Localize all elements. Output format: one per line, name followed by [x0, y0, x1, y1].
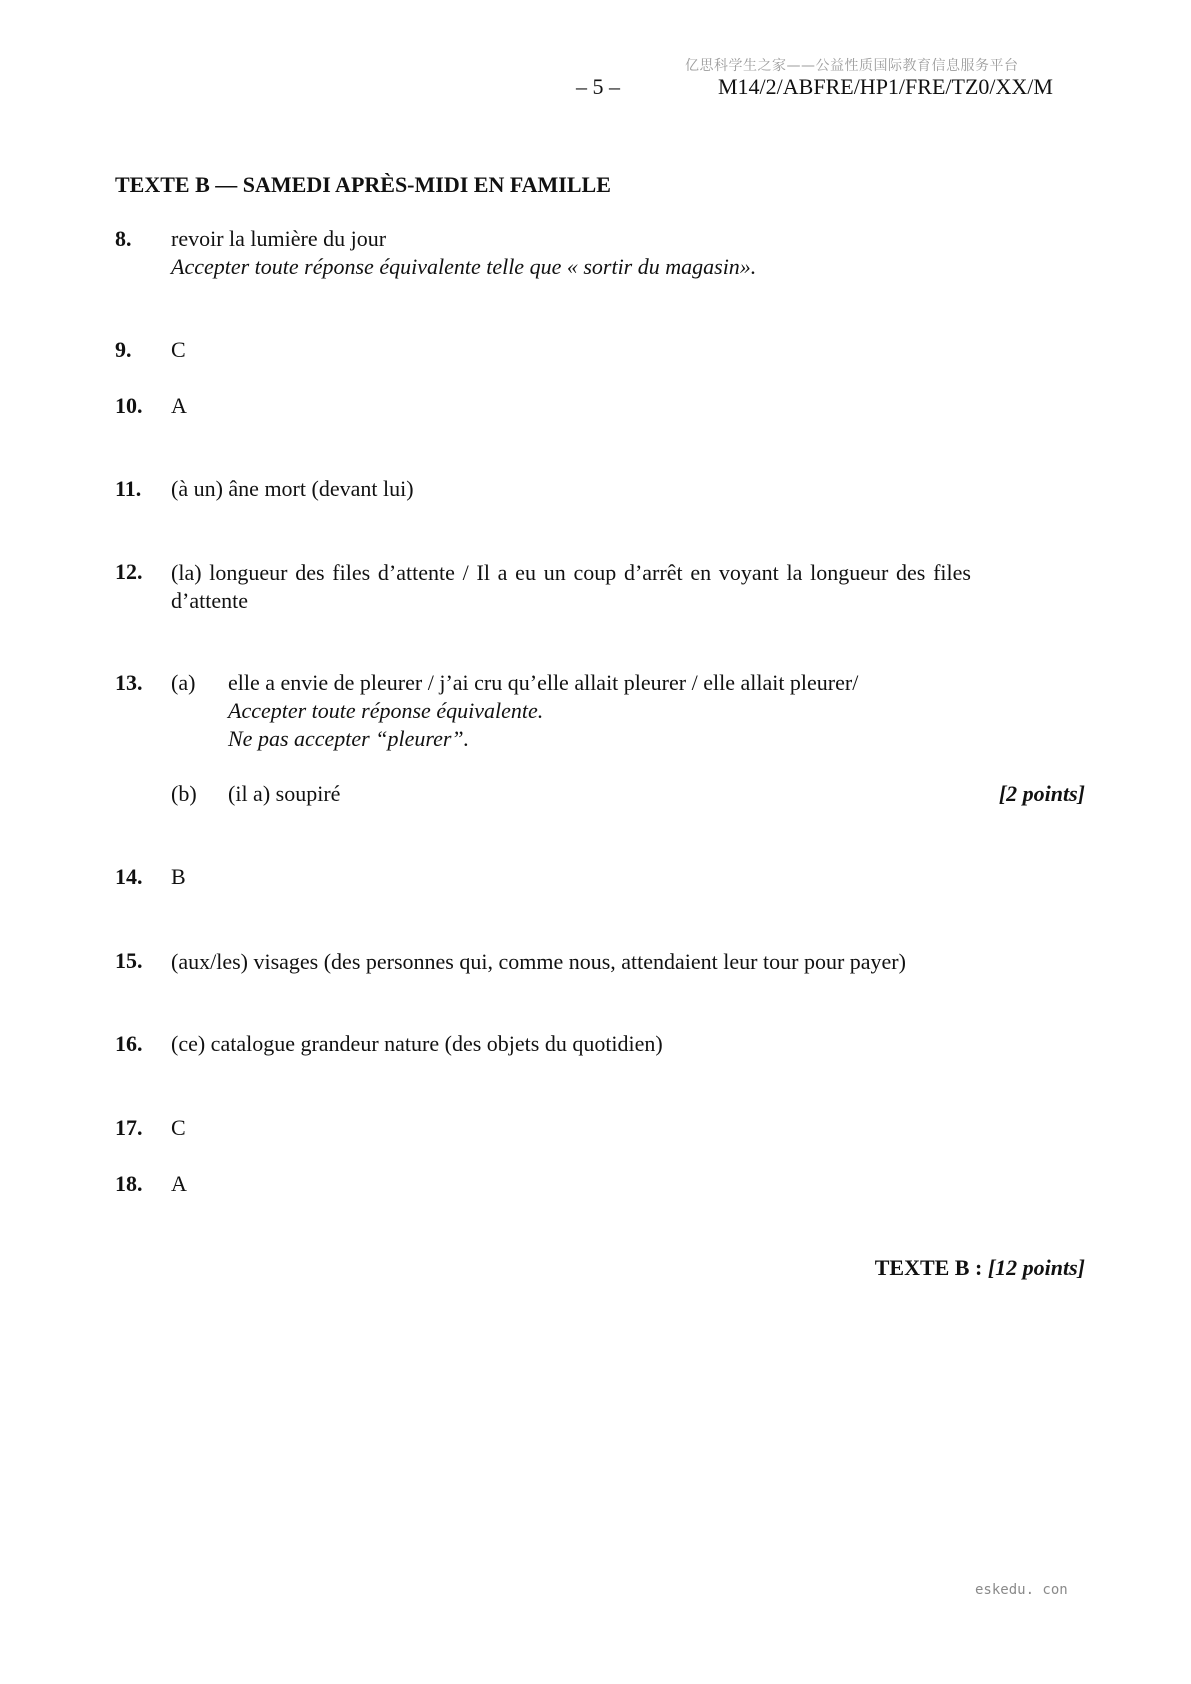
question-9-number: 9. [115, 337, 132, 362]
question-13a-note-2: Ne pas accepter “pleurer”. [228, 726, 470, 751]
document-code: M14/2/ABFRE/HP1/FRE/TZ0/XX/M [718, 74, 1053, 99]
section-total-points: [12 points] [987, 1255, 1085, 1280]
question-18-number: 18. [115, 1171, 143, 1196]
question-11-answer: (à un) âne mort (devant lui) [171, 476, 414, 501]
question-17-number: 17. [115, 1115, 143, 1140]
question-9-answer: C [171, 337, 186, 362]
question-8-number: 8. [115, 226, 132, 251]
question-13a-label: (a) [171, 670, 196, 695]
section-total [875, 1255, 1085, 1281]
question-12-number: 12. [115, 559, 143, 584]
question-13-number: 13. [115, 670, 143, 695]
question-8-answer: revoir la lumière du jour [171, 226, 387, 251]
question-11-number: 11. [115, 476, 142, 501]
question-14-number: 14. [115, 864, 143, 889]
question-18-answer: A [171, 1171, 187, 1196]
question-13b-label: (b) [171, 781, 197, 806]
question-16-answer: (ce) catalogue grandeur nature (des objets du quotidien) [171, 1031, 663, 1056]
header-watermark: 亿思科学生之家——公益性质国际教育信息服务平台 [685, 58, 1019, 74]
question-8-note: Accepter toute réponse équivalente telle que « sortir du magasin». [171, 254, 757, 279]
section-total-label: TEXTE B : [874, 1255, 983, 1280]
question-16-number: 16. [115, 1031, 143, 1056]
footer-watermark: eskedu. con [975, 1582, 1068, 1598]
question-10-answer: A [171, 393, 187, 418]
question-15-number: 15. [115, 948, 143, 973]
section-title: TEXTE B — SAMEDI APRÈS-MIDI EN FAMILLE [115, 172, 611, 197]
question-10-number: 10. [115, 393, 143, 418]
question-13a-answer: elle a envie de pleurer / j’ai cru qu’elle allait pleurer / elle allait pleurer/ [228, 670, 859, 695]
question-17-answer: C [171, 1115, 186, 1140]
page-number: – 5 – [576, 74, 620, 99]
question-13b-points: [2 points] [998, 781, 1085, 806]
question-15-answer: (aux/les) visages (des personnes qui, comme nous, attendaient leur tour pour payer) [171, 949, 906, 974]
question-13b-answer: (il a) soupiré [228, 781, 341, 806]
question-13a-note-1: Accepter toute réponse équivalente. [228, 698, 544, 723]
question-12-answer: (la) longueur des files d’attente / Il a eu un coup d’arrêt en voyant la longueur des files d’attente [171, 560, 971, 613]
question-14-answer: B [171, 864, 186, 889]
